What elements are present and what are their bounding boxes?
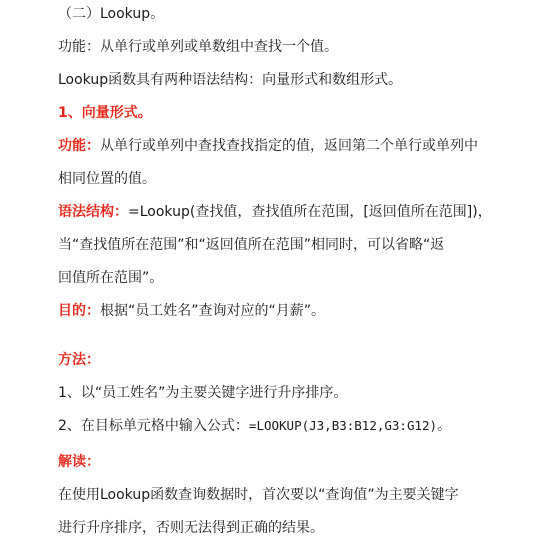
method-step-1: 1、以“员工姓名”为主要关键字进行升序排序。 <box>58 385 348 401</box>
lookup-formula: =LOOKUP(J3,B3:B12,G3:G12) <box>248 418 438 433</box>
vector-syntax-line-2: 当“查找值所在范围”和“返回值所在范围”相同时，可以省略“返 <box>58 237 445 253</box>
section-title: （二）Lookup。 <box>58 6 165 22</box>
intro-syntax: Lookup函数具有两种语法结构：向量形式和数组形式。 <box>58 72 403 88</box>
method-step-2: 2、在目标单元格中输入公式：=LOOKUP(J3,B3:B12,G3:G12)。 <box>58 418 452 434</box>
vector-purpose-text: 根据“员工姓名”查询对应的“月薪”。 <box>100 303 326 319</box>
intro-function: 功能：从单行或单列或单数组中查找一个值。 <box>58 39 338 55</box>
vector-syntax-label: 语法结构： <box>58 204 128 220</box>
method-heading: 方法： <box>58 352 100 368</box>
vector-heading: 1、向量形式。 <box>58 105 152 121</box>
explain-heading: 解读： <box>58 454 100 470</box>
vector-syntax-line-1 <box>58 202 528 222</box>
vector-function-text: 从单行或单列中查找查找指定的值，返回第二个单行或单列中 <box>100 138 478 154</box>
vector-purpose-line <box>58 301 528 321</box>
explain-line-1: 在使用Lookup函数查询数据时，首次要以“查询值”为主要关键字 <box>58 487 459 503</box>
vector-function-label: 功能： <box>58 138 100 154</box>
vector-syntax-line-3: 回值所在范围”。 <box>58 270 164 286</box>
vector-syntax-text: =Lookup(查找值，查找值所在范围，[返回值所在范围])， <box>128 204 492 220</box>
vector-function-line-1 <box>58 136 528 156</box>
vector-purpose-label: 目的： <box>58 303 100 319</box>
vector-function-line-2: 相同位置的值。 <box>58 171 156 187</box>
explain-line-2: 进行升序排序，否则无法得到正确的结果。 <box>58 520 324 536</box>
